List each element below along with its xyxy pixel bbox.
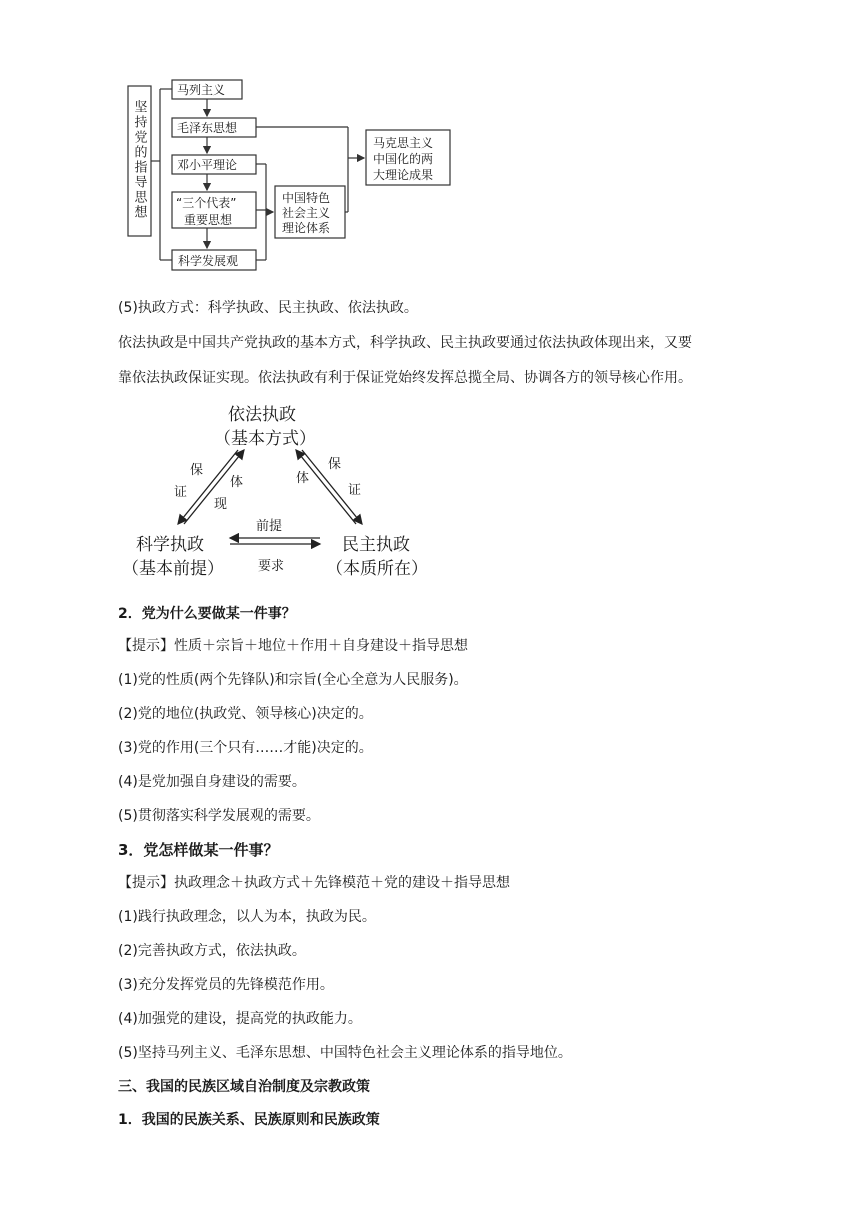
guiding-thought-diagram bbox=[120, 70, 470, 276]
right-zheng: 证 bbox=[348, 483, 362, 498]
q3-title: 3．党怎样做某一件事？ bbox=[118, 841, 279, 859]
q2-hint: 【提示】性质＋宗旨＋地位＋作用＋自身建设＋指导思想 bbox=[118, 638, 468, 654]
q2-item-2: (2)党的地位(执政党、领导核心)决定的。 bbox=[118, 706, 373, 722]
top-node: 依法执政 bbox=[228, 405, 296, 425]
bottom-yaoqiu: 要求 bbox=[258, 559, 285, 574]
left-xian: 现 bbox=[214, 497, 228, 512]
section3-title: 三、我国的民族区域自治制度及宗教政策 bbox=[118, 1079, 370, 1095]
socialism-theory-line-1: 中国特色 bbox=[282, 191, 331, 205]
box-three-represents-label-1: “三个代表” bbox=[176, 196, 237, 210]
q3-item-1: (1)践行执政理念，以人为本，执政为民。 bbox=[118, 909, 376, 925]
socialism-theory-line-3: 理论体系 bbox=[282, 221, 331, 235]
top-node-sub: （基本方式） bbox=[214, 429, 316, 449]
result-line-1: 马克思主义 bbox=[373, 136, 434, 150]
box-three-represents-label-2: 重要思想 bbox=[184, 213, 233, 227]
left-node-sub: （基本前提） bbox=[122, 559, 224, 579]
para-law-line-2: 靠依法执政保证实现。依法执政有利于保证党始终发挥总揽全局、协调各方的领导核心作用。 bbox=[118, 370, 692, 386]
left-ti: 体 bbox=[230, 475, 244, 490]
q2-item-1: (1)党的性质(两个先锋队)和宗旨(全心全意为人民服务)。 bbox=[118, 672, 468, 688]
q2-title: 2．党为什么要做某一件事？ bbox=[118, 606, 296, 622]
governance-triangle-diagram bbox=[110, 398, 450, 580]
q2-item-3: (3)党的作用(三个只有……才能)决定的。 bbox=[118, 740, 373, 756]
q3-item-2: (2)完善执政方式，依法执政。 bbox=[118, 943, 306, 959]
q2-item-5: (5)贯彻落实科学发展观的需要。 bbox=[118, 808, 320, 824]
box-marxism-label: 马列主义 bbox=[177, 83, 226, 97]
right-ti: 体 bbox=[296, 471, 310, 486]
q3-hint: 【提示】执政理念＋执政方式＋先锋模范＋党的建设＋指导思想 bbox=[118, 875, 510, 891]
box-mao-label: 毛泽东思想 bbox=[177, 121, 238, 135]
box-deng-label: 邓小平理论 bbox=[177, 158, 238, 172]
left-node: 科学执政 bbox=[136, 535, 204, 555]
left-bao: 保 bbox=[190, 463, 204, 478]
socialism-theory-line-2: 社会主义 bbox=[282, 206, 331, 220]
bottom-qianti: 前提 bbox=[256, 519, 283, 534]
result-line-3: 大理论成果 bbox=[373, 168, 434, 182]
q3-item-5: (5)坚持马列主义、毛泽东思想、中国特色社会主义理论体系的指导地位。 bbox=[118, 1045, 572, 1061]
q2-item-4: (4)是党加强自身建设的需要。 bbox=[118, 774, 306, 790]
left-zheng: 证 bbox=[174, 485, 188, 500]
right-node: 民主执政 bbox=[342, 535, 410, 555]
section3-sub1: 1．我国的民族关系、民族原则和民族政策 bbox=[118, 1112, 380, 1128]
q3-item-4: (4)加强党的建设，提高党的执政能力。 bbox=[118, 1011, 362, 1027]
para-law-line-1: 依法执政是中国共产党执政的基本方式，科学执政、民主执政要通过依法执政体现出来，又要 bbox=[118, 335, 692, 351]
right-node-sub: （本质所在） bbox=[326, 559, 428, 579]
side-label: 坚持党的指导思想 bbox=[131, 100, 147, 220]
para-governance-methods: (5)执政方式：科学执政、民主执政、依法执政。 bbox=[118, 300, 418, 316]
right-bao: 保 bbox=[328, 457, 342, 472]
result-line-2: 中国化的两 bbox=[373, 152, 434, 166]
q3-item-3: (3)充分发挥党员的先锋模范作用。 bbox=[118, 977, 334, 993]
box-scientific-outlook-label: 科学发展观 bbox=[178, 254, 239, 268]
